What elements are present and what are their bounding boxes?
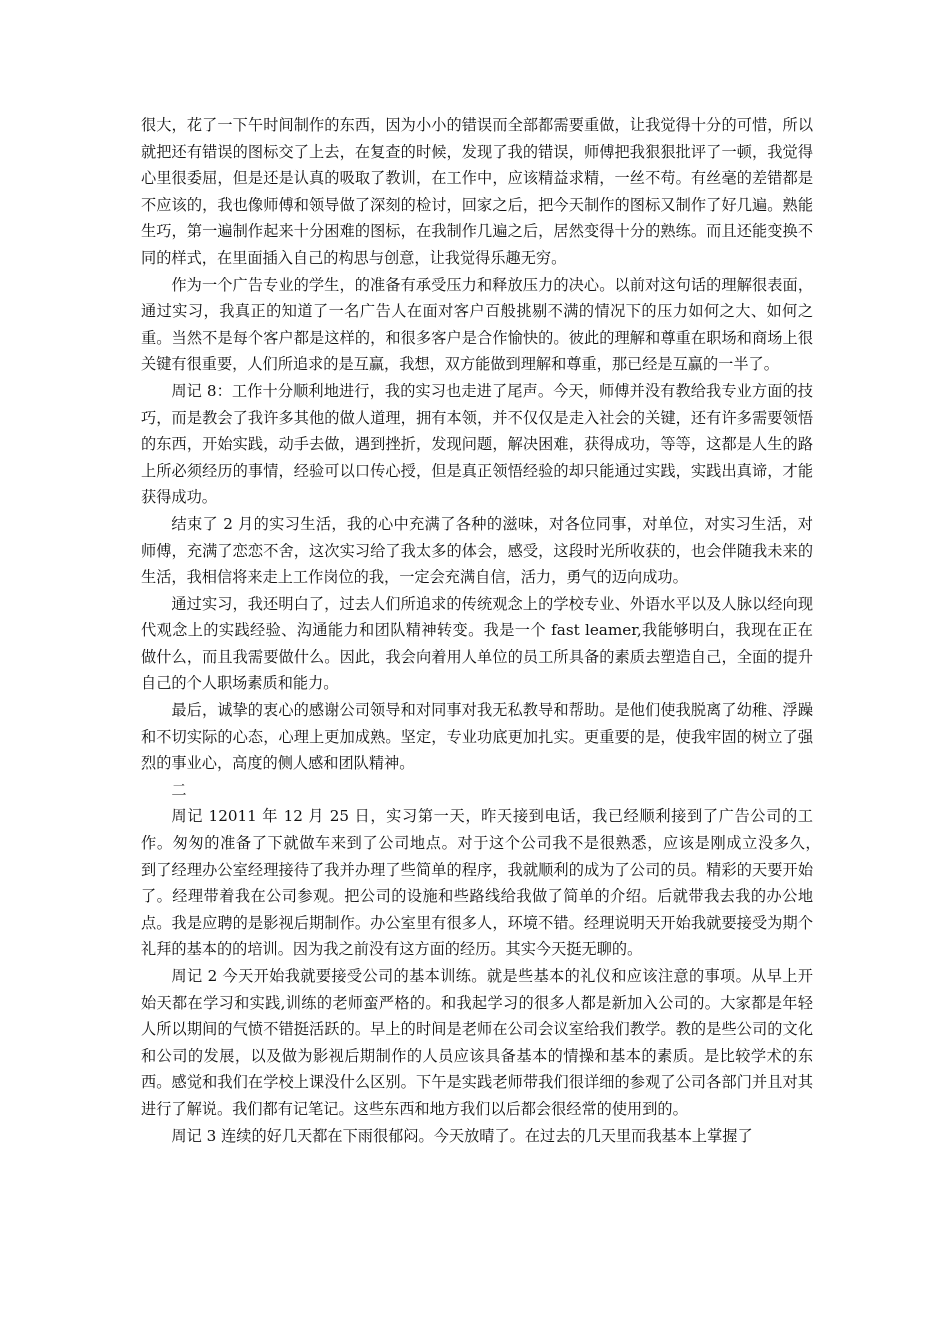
paragraph: 最后，诚挚的衷心的感谢公司领导和对同事对我无私教导和帮助。是他们使我脱离了幼稚、浮躁和不切实际的心态，心理上更加成熟。坚定，专业功底更加扎实。更重要的是，使我牢固的树立了强烈的事业心，高度的侧人感和团队精神。	[141, 701, 813, 773]
paragraph: 周记 8：工作十分顺利地进行，我的实习也走进了尾声。今天，师傅并没有教给我专业方面的技巧，而是教会了我许多其他的做人道理，拥有本领，并不仅仅是走入社会的关键，还有许多需要领悟的东西，开始实践，动手去做，遇到挫折，发现问题，解决困难，获得成功，等等，这都是人生的路上所必须经历的事情，经验可以口传心授，但是真正领悟经验的却只能通过实践，实践出真谛，才能获得成功。	[141, 381, 813, 507]
paragraph: 通过实习，我还明白了，过去人们所追求的传统观念上的学校专业、外语水平以及人脉以经向现代观念上的实践经验、沟通能力和团队精神转变。我是一个 fast leamer,我能够明白，我现在正在做什么，而且我需要做什么。因此，我会向着用人单位的员工所具备的素质去塑造自己，全面的提升自己的个人职场素质和能力。	[141, 594, 813, 693]
section-marker: 二	[171, 780, 187, 799]
paragraph: 很大，花了一下午时间制作的东西，因为小小的错误而全部都需要重做，让我觉得十分的可惜，所以就把还有错误的图标交了上去，在复查的时候，发现了我的错误，师傅把我狠狠批评了一顿，我觉得心里很委屈，但是还是认真的吸取了教训，在工作中，应该精益求精，一丝不苟。有丝毫的差错都是不应该的，我也像师傅和领导做了深刻的检讨，回家之后，把今天制作的图标又制作了好几遍。熟能生巧，第一遍制作起来十分困难的图标，在我制作几遍之后，居然变得十分的熟练。而且还能变换不同的样式，在里面插入自己的构思与创意，让我觉得乐趣无穷。	[141, 116, 813, 267]
document-body	[141, 112, 829, 1149]
paragraph: 周记 12011 年 12 月 25 日，实习第一天，昨天接到电话，我已经顺利接到了广告公司的工作。匆匆的准备了下就做车来到了公司地点。对于这个公司我不是很熟悉，应该是刚成立没多久， 到了经理办公室经理接待了我并办理了些简单的程序，我就顺利的成为了公司的员。精彩的天要开始了。经理带着我在公司参观。把公司的设施和些路线给我做了简单的介绍。后就带我去我的办公地点。我是应聘的是影视后期制作。办公室里有很多人，环境不错。经理说明天开始我就要接受为期个礼拜的基本的的培训。因为我之前没有这方面的经历。其实今天挺无聊的。	[141, 807, 829, 959]
paragraph: 结束了 2 月的实习生活，我的心中充满了各种的滋味，对各位同事，对单位，对实习生活，对师傅，充满了恋恋不舍，这次实习给了我太多的体会，感受，这段时光所收获的，也会伴随我未来的生活，我相信将来走上工作岗位的我，一定会充满自信，活力，勇气的迈向成功。	[141, 514, 813, 587]
paragraph: 周记 2 今天开始我就要接受公司的基本训练。就是些基本的礼仪和应该注意的事项。从早上开始天都在学习和实践,训练的老师蛮严格的。和我起学习的很多人都是新加入公司的。大家都是年轻人所以期间的气愤不错挺活跃的。早上的时间是老师在公司会议室给我们教学。教的是些公司的文化和公司的发展，以及做为影视后期制作的人员应该具备基本的情操和基本的素质。是比较学术的东西。感觉和我们在学校上课没什么区别。下午是实践老师带我们很详细的参观了公司各部门并且对其进行了解说。我们都有记笔记。这些东西和地方我们以后都会很经常的使用到的。	[141, 967, 813, 1118]
paragraph: 作为一个广告专业的学生，的准备有承受压力和释放压力的决心。以前对这句话的理解很表面，通过实习，我真正的知道了一名广告人在面对客户百般挑剔不满的情况下的压力如何之大、如何之重。当然不是每个客户都是这样的，和很多客户是合作愉快的。彼此的理解和尊重在职场和商场上很关键有很重要，人们所追求的是互赢，我想，双方能做到理解和尊重，那已经是互赢的一半了。	[141, 275, 813, 374]
paragraph: 周记 3 连续的好几天都在下雨很郁闷。今天放晴了。在过去的几天里而我基本上掌握了	[171, 1126, 753, 1145]
